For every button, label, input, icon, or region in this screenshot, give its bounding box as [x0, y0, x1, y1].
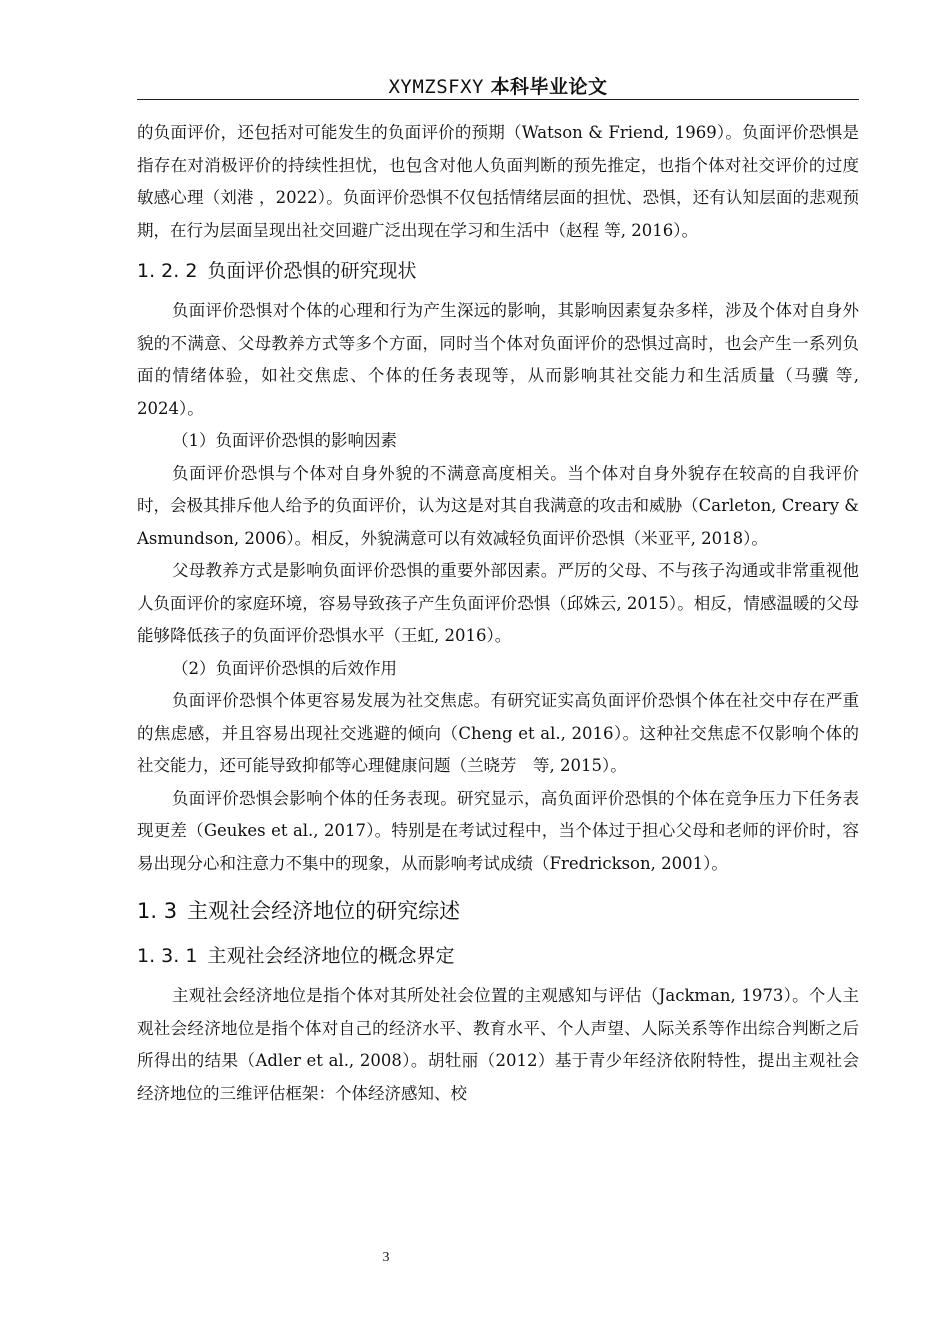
running-header	[137, 72, 859, 99]
section-heading-1-3-1	[137, 938, 859, 974]
paragraph: 负面评价恐惧对个体的心理和行为产生深远的影响，其影响因素复杂多样，涉及个体对自身外貌的不满意、父母教养方式等多个方面，同时当个体对负面评价的恐惧过高时，也会产生一系列负面的情绪体验，如社交焦虑、个体的任务表现等，从而影响其社交能力和生活质量（马骥 等, 2024）。	[137, 301, 859, 418]
heading-title: 主观社会经济地位的研究综述	[187, 899, 461, 923]
page-number: 3	[382, 1250, 390, 1265]
paragraph: 负面评价恐惧与个体对自身外貌的不满意高度相关。当个体对自身外貌存在较高的自我评价时，会极其排斥他人给予的负面评价，认为这是对其自我满意的攻击和威胁（Carleton, Creary & Asmundson, 2006）。相反，外貌满意可以有效减轻负面评价恐惧（米亚平, 2018）。	[137, 463, 859, 548]
paragraph: 负面评价恐惧会影响个体的任务表现。研究显示，高负面评价恐惧的个体在竞争压力下任务表现更差（Geukes et al., 2017）。特别是在考试过程中，当个体过于担心父母和老师的评价时，容易出现分心和注意力不集中的现象，从而影响考试成绩（Fredrickson, 2001）。	[137, 788, 859, 873]
section-heading-1-3	[137, 890, 859, 932]
heading-number: 1. 3. 1	[137, 945, 198, 967]
heading-title: 主观社会经济地位的概念界定	[207, 945, 455, 967]
paragraph: 主观社会经济地位是指个体对其所处社会位置的主观感知与评估（Jackman, 1973）。个人主观社会经济地位是指个体对自己的经济水平、教育水平、个人声望、人际关系等作出综合判断之后所得出的结果（Adler et al., 2008）。胡牡丽（2012）基于青少年经济依附特性，提出主观社会经济地位的三维评估框架：个体经济感知、校	[137, 986, 859, 1103]
heading-title: 负面评价恐惧的研究现状	[207, 260, 417, 282]
paragraph: 父母教养方式是影响负面评价恐惧的重要外部因素。严厉的父母、不与孩子沟通或非常重视他人负面评价的家庭环境，容易导致孩子产生负面评价恐惧（邱姝云, 2015）。相反，情感温暖的父母能够降低孩子的负面评价恐惧水平（王虹, 2016）。	[137, 561, 859, 645]
paragraph: 负面评价恐惧个体更容易发展为社交焦虑。有研究证实高负面评价恐惧个体在社交中存在严重的焦虑感，并且容易出现社交逃避的倾向（Cheng et al., 2016）。这种社交焦虑不仅影响个体的社交能力，还可能导致抑郁等心理健康问题（兰晓芳 等, 2015）。	[137, 691, 859, 775]
body-content	[137, 117, 859, 1110]
subheading-consequences: （2）负面评价恐惧的后效作用	[172, 658, 397, 678]
header-code: XYMZSFXY	[388, 76, 484, 98]
subheading-influencing-factors: （1）负面评价恐惧的影响因素	[172, 431, 397, 450]
heading-number: 1. 3	[137, 899, 178, 923]
section-heading-1-2-2	[137, 253, 859, 289]
heading-number: 1. 2. 2	[137, 260, 198, 282]
header-rule	[137, 99, 859, 100]
header-title: 本科毕业论文	[490, 76, 608, 98]
paragraph-continued: 的负面评价，还包括对可能发生的负面评价的预期（Watson & Friend, 1969）。负面评价恐惧是指存在对消极评价的持续性担忧，也包含对他人负面判断的预先推定，也指个体对社交评价的过度敏感心理（刘港 ，2022）。负面评价恐惧不仅包括情绪层面的担忧、恐惧，还有认知层面的悲观预期，在行为层面呈现出社交回避广泛出现在学习和生活中（赵程 等, 2016）。	[137, 123, 859, 240]
